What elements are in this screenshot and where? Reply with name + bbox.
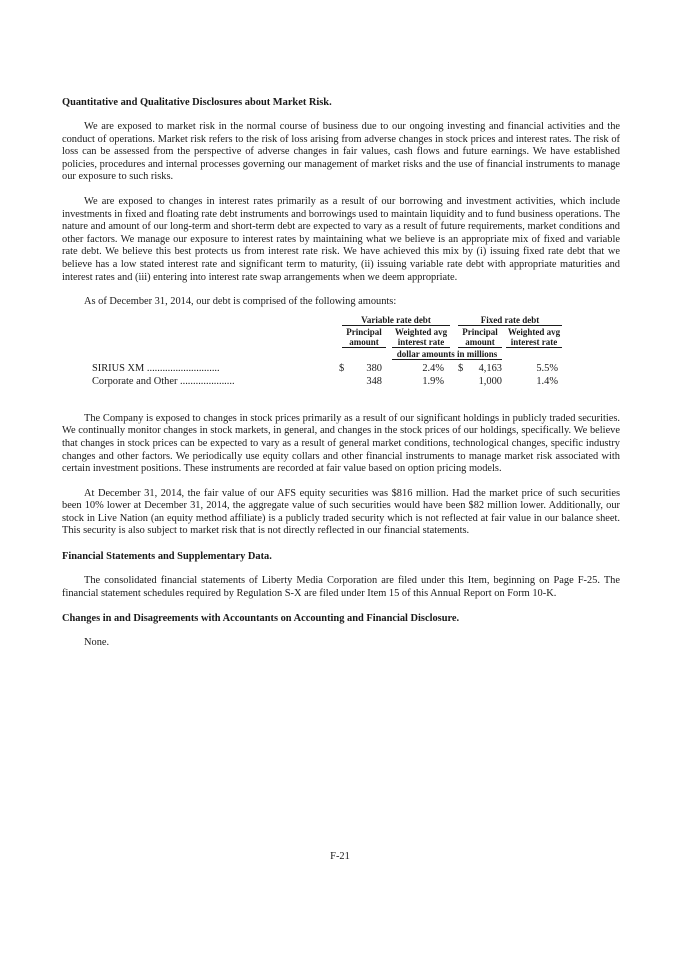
variable-principal-value: 380 (366, 362, 382, 374)
page-number: F-21 (330, 851, 350, 862)
header-rate-line1: Weighted avg (507, 326, 561, 337)
debt-table (62, 315, 620, 401)
header-variable-rate-debt: Variable rate debt (342, 315, 450, 326)
currency-symbol: $ (339, 362, 345, 374)
header-rate-line1: Weighted avg (394, 326, 448, 337)
paragraph-interest-rates: We are exposed to changes in interest rates primarily as a result of our borrowing and investment activities, which include investments in fixed and floating rate debt instruments and borrowings used to maintain liquidity and to fund business operations. The nature and amount of our long-term and short-term debt are expected to vary as a result of future requirements, market conditions and other factors. We manage our exposure to interest rates by maintaining what we believe is an appropriate mix of fixed and variable rate debt. We believe this best protects us from interest rate risk. We have achieved this mix by (i) issuing fixed rate debt that we believe has a low stated interest rate and significant term to maturity, (ii) issuing variable rate debt with appropriate maturities and interest rates and (iii) entering into interest rate swap arrangements when we deem appropriate. (62, 195, 620, 283)
paragraph-financial-statements: The consolidated financial statements of Liberty Media Corporation are filed under this Item, beginning on Page F-25. The financial statement schedules required by Regulation S-X are filed under Item 15 of this Annual Report on Form 10-K. (62, 575, 620, 599)
units-caption: dollar amounts in millions (392, 349, 502, 360)
leader-dots: ..................... (180, 375, 235, 387)
table-row-label (92, 362, 220, 375)
paragraph-afs-securities: At December 31, 2014, the fair value of our AFS equity securities was $816 million. Had the market price of such securities been 10% lower at December 31, 2014, the aggregate value of such securities would have been $82 million lower. Additionally, our stock in Live Nation (an equity method affiliate) is a publicly traded security which is not reflected at fair value in our balance sheet. This security is also subject to market risk that is not directly reflected in our financial statements. (62, 487, 620, 537)
heading-accountants: Changes in and Disagreements with Accountants on Accounting and Financial Disclosure. (62, 613, 460, 625)
row-label-text: Corporate and Other (92, 375, 178, 387)
header-variable-principal (342, 327, 386, 348)
leader-dots: ............................ (146, 362, 220, 374)
variable-principal-value: 348 (366, 375, 382, 387)
header-rate-line2: interest rate (397, 336, 445, 347)
paragraph-debt-intro: As of December 31, 2014, our debt is comprised of the following amounts: (84, 296, 397, 308)
row-label-text: SIRIUS XM (92, 362, 145, 374)
heading-financial-statements: Financial Statements and Supplementary Data. (62, 551, 272, 563)
header-fixed-principal (458, 327, 502, 348)
fixed-rate-value: 1.4% (536, 375, 558, 387)
header-principal-line2: amount (465, 336, 495, 347)
variable-rate-value: 1.9% (422, 375, 444, 387)
header-variable-rate (392, 327, 450, 348)
fixed-rate-value: 5.5% (536, 362, 558, 374)
page-body (62, 96, 620, 662)
heading-market-risk: Quantitative and Qualitative Disclosures about Market Risk. (62, 97, 332, 108)
fixed-principal-value: 4,163 (478, 362, 502, 374)
header-fixed-rate-debt: Fixed rate debt (458, 315, 562, 326)
header-principal-line1: Principal (346, 326, 382, 337)
header-principal-line1: Principal (462, 326, 498, 337)
currency-symbol: $ (458, 362, 464, 374)
header-fixed-rate (506, 327, 562, 348)
header-rate-line2: interest rate (510, 336, 558, 347)
paragraph-stock-prices: The Company is exposed to changes in stock prices primarily as a result of our significant holdings in publicly traded securities. We continually monitor changes in stock markets, in general, and changes in the stock prices of our holdings, specifically. We believe that changes in stock prices can be expected to vary as a result of general market conditions, technological changes, specific industry changes and other factors. We periodically use equity collars and other financial instruments to manage market risk associated with certain investment positions. These instruments are recorded at fair value based on option pricing models. (62, 412, 620, 475)
header-principal-line2: amount (349, 336, 379, 347)
paragraph-none: None. (84, 637, 110, 649)
fixed-principal-value: 1,000 (478, 375, 502, 387)
table-row-label (92, 375, 235, 388)
paragraph-market-risk-intro: We are exposed to market risk in the normal course of business due to our ongoing investing and financial activities and the conduct of operations. Market risk refers to the risk of loss arising from adverse changes in stock prices and interest rates. The risk of loss can be assessed from the perspective of adverse changes in fair values, cash flows and future earnings. We have established policies, procedures and internal processes governing our management of market risks and the use of financial instruments to manage our exposure to such risks. (62, 121, 620, 183)
variable-rate-value: 2.4% (422, 362, 444, 374)
